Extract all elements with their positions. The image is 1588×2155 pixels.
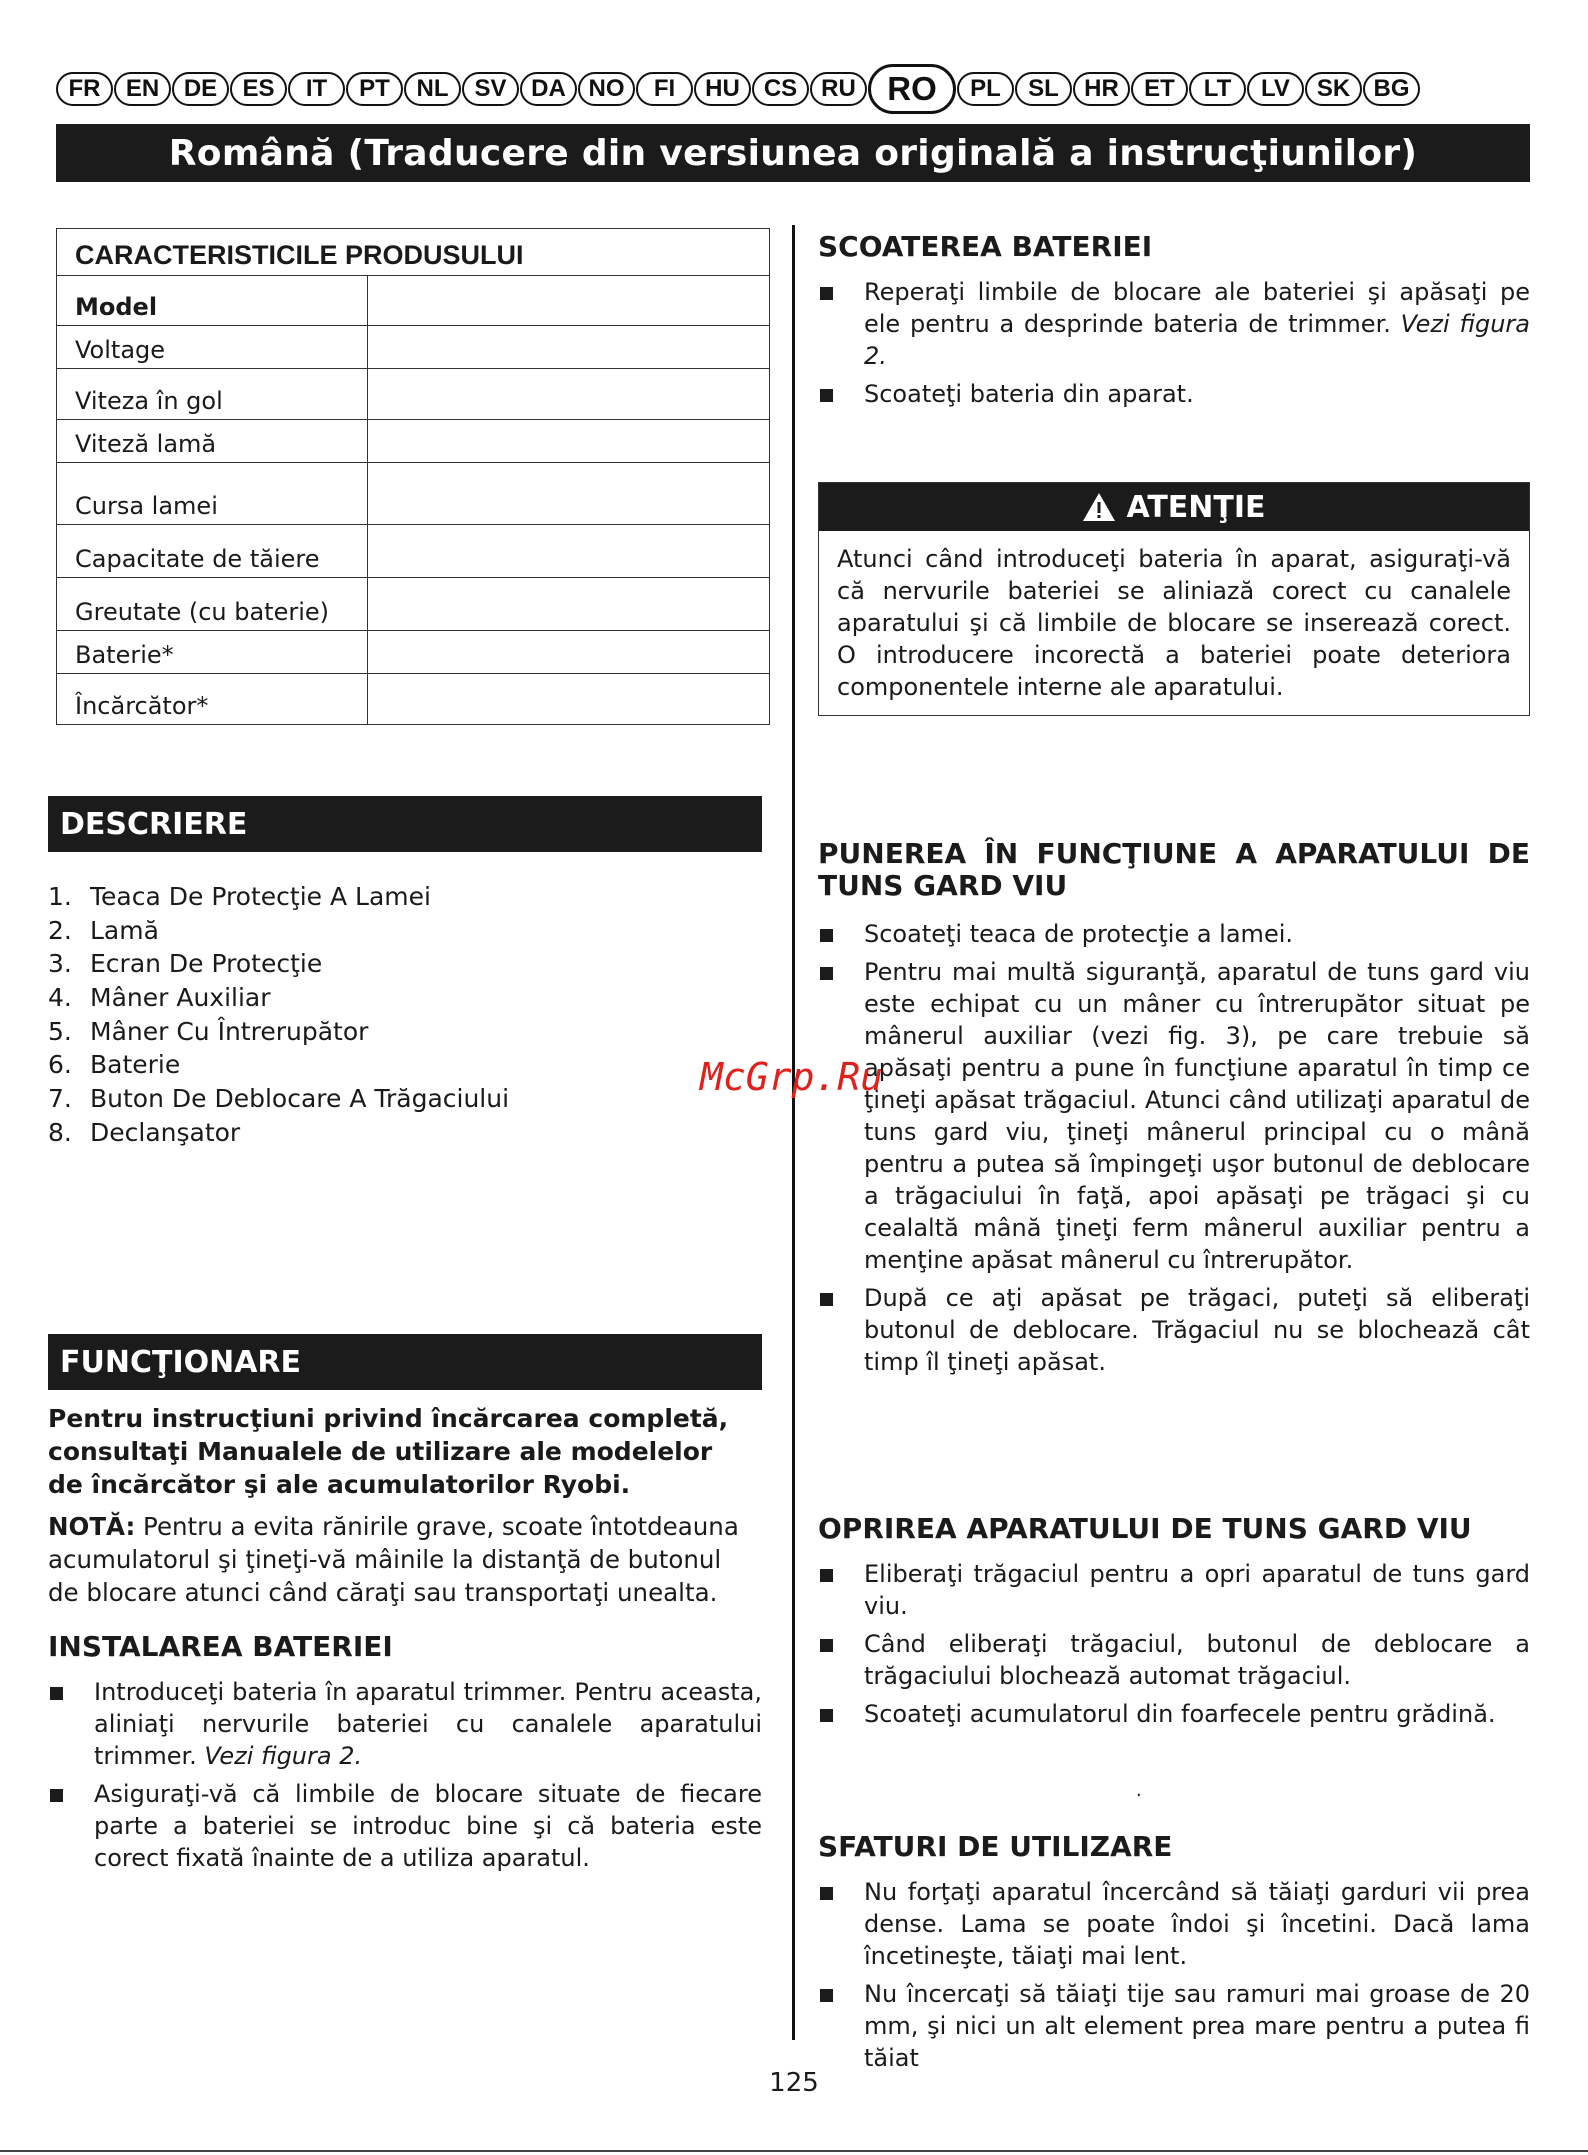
warning-triangle-icon <box>1082 492 1116 522</box>
spec-label-no-load-speed: Viteza în gol <box>57 369 368 420</box>
page-number: 125 <box>769 2068 819 2098</box>
caution-title: ATENŢIE <box>1126 489 1266 525</box>
list-item-text: Introduceţi bateria în aparatul trimmer. Pentru aceasta, aliniaţi nervurile bateriei cu canalele aparatului trimmer. <box>94 1678 762 1770</box>
language-tab-lt[interactable]: LT <box>1189 72 1246 106</box>
list-item-text: Reperaţi limbile de blocare ale bateriei şi apăsaţi pe ele pentru a desprinde bateria de trimmer. <box>864 278 1530 338</box>
spec-label-voltage: Voltage <box>57 326 368 369</box>
spec-label-charger: Încărcător* <box>57 674 368 725</box>
spec-label-weight: Greutate (cu baterie) <box>57 578 368 631</box>
language-tab-es[interactable]: ES <box>230 72 287 106</box>
language-tab-hu[interactable]: HU <box>694 72 751 106</box>
language-tab-et[interactable]: ET <box>1131 72 1188 106</box>
heading-battery-removal: SCOATEREA BATERIEI <box>818 230 1153 263</box>
part-name: Baterie <box>90 1050 181 1080</box>
language-tab-de[interactable]: DE <box>172 72 229 106</box>
spec-value <box>368 276 770 326</box>
spec-value <box>368 674 770 725</box>
item-number: 2. <box>48 915 72 945</box>
heading-battery-installation: INSTALAREA BATERIEI <box>48 1630 393 1663</box>
list-item <box>48 914 509 948</box>
item-number: 7. <box>48 1084 72 1114</box>
language-tab-bg[interactable]: BG <box>1363 72 1420 106</box>
spec-table-title: CARACTERISTICILE PRODUSULUI <box>57 229 770 276</box>
figure-reference: Vezi figura 2. <box>864 310 1530 370</box>
section-header-functionare: FUNCŢIONARE <box>48 1334 762 1390</box>
language-tab-sl[interactable]: SL <box>1015 72 1072 106</box>
starting-trimmer-list <box>818 918 1530 1384</box>
language-tab-sk[interactable]: SK <box>1305 72 1362 106</box>
list-item <box>48 1015 509 1049</box>
note-text: Pentru a evita rănirile grave, scoate întotdeauna acumulatorul şi ţineţi-vă mâinile la distanţă de butonul de blocare atunci când căraţi sau transportaţi unealta. <box>48 1512 739 1607</box>
bottom-rule <box>0 2150 1588 2152</box>
language-tab-it[interactable]: IT <box>288 72 345 106</box>
list-item: Când eliberaţi trăgaciul, butonul de deblocare a trăgaciului blochează automat trăgaciul. <box>818 1628 1530 1692</box>
heading-usage-tips: SFATURI DE UTILIZARE <box>818 1830 1173 1863</box>
language-selector <box>56 64 1530 114</box>
figure-reference: Vezi figura 2. <box>204 1742 363 1770</box>
spec-label-cutting-capacity: Capacitate de tăiere <box>57 525 368 578</box>
language-tab-nl[interactable]: NL <box>404 72 461 106</box>
item-number: 1. <box>48 882 72 911</box>
product-specifications-table <box>56 228 770 725</box>
spec-value <box>368 369 770 420</box>
list-item: Scoateţi acumulatorul din foarfecele pentru grădină. <box>818 1698 1530 1730</box>
stray-dot: . <box>1136 1780 1142 1801</box>
list-item <box>818 276 1530 372</box>
heading-stopping-trimmer: OPRIREA APARATULUI DE TUNS GARD VIU <box>818 1512 1472 1545</box>
list-item: Nu încercaţi să tăiaţi tije sau ramuri mai groase de 20 mm, şi nici un alt element prea mare pentru a putea fi tăiat <box>818 1978 1530 2074</box>
note-label: NOTĂ: <box>48 1512 136 1541</box>
spec-value <box>368 463 770 525</box>
part-name: Lamă <box>90 915 159 945</box>
list-item: Pentru mai multă siguranţă, aparatul de tuns gard viu este echipat cu un mâner cu întrerupător situat pe mânerul auxiliar (vezi fig. 3), pe care trebuie să apăsaţi pentru a pune în funcţiune aparatul în timp ce ţineţi apăsat trăgaciul. Atunci când utilizaţi aparatul de tuns gard viu, ţineţi mânerul principal cu o mână pentru a putea să împingeţi uşor butonul de deblocare a trăgaciului în faţă, apoi apăsaţi pe trăgaci şi cu cealaltă mână ţineţi ferm mânerul auxiliar pentru a menţine apăsat mânerul cu întrerupător. <box>818 956 1530 1276</box>
usage-tips-list <box>818 1876 1530 2080</box>
spec-label-blade-stroke: Cursa lamei <box>57 463 368 525</box>
list-item <box>48 880 509 914</box>
caution-text: Atunci când introduceţi bateria în aparat, asiguraţi-vă că nervurile bateriei se aliniază corect cu canalele aparatului şi că limbile de blocare se inserează corect. O introducere incorectă a bateriei poate deteriora componentele interne ale aparatului. <box>837 545 1511 701</box>
language-tab-hr[interactable]: HR <box>1073 72 1130 106</box>
caution-header <box>819 483 1529 531</box>
item-number: 8. <box>48 1117 72 1147</box>
list-item: Scoateţi teaca de protecţie a lamei. <box>818 918 1530 950</box>
column-divider <box>792 225 795 2040</box>
list-item: Nu forţaţi aparatul încercând să tăiaţi garduri vii prea dense. Lama se poate îndoi şi încetini. Dacă lama încetineşte, tăiaţi mai lent. <box>818 1876 1530 1972</box>
stopping-trimmer-list <box>818 1558 1530 1736</box>
spec-label-blade-speed: Viteză lamă <box>57 420 368 463</box>
battery-installation-list <box>48 1676 762 1880</box>
safety-note <box>48 1510 748 1609</box>
language-tab-cs[interactable]: CS <box>752 72 809 106</box>
spec-value <box>368 525 770 578</box>
spec-value <box>368 578 770 631</box>
description-parts-list <box>48 880 509 1150</box>
heading-starting-trimmer: PUNEREA ÎN FUNCŢIUNE A APARATULUI DE TUNS GARD VIU <box>818 837 1530 902</box>
item-number: 5. <box>48 1016 72 1046</box>
language-tab-sv[interactable]: SV <box>462 72 519 106</box>
item-number: 4. <box>48 983 72 1013</box>
spec-value <box>368 420 770 463</box>
caution-box <box>818 482 1530 716</box>
charging-instructions-intro: Pentru instrucţiuni privind încărcarea completă, consultaţi Manualele de utilizare ale modelelor de încărcător şi ale acumulatorilor Ryobi. <box>48 1404 729 1499</box>
language-tab-fr[interactable]: FR <box>56 72 113 106</box>
list-item <box>48 1116 509 1150</box>
spec-label-model: Model <box>57 276 368 326</box>
part-name: Buton De Deblocare A Trăgaciului <box>90 1084 510 1114</box>
list-item: După ce aţi apăsat pe trăgaci, puteţi să eliberaţi butonul de deblocare. Trăgaciul nu se blochează cât timp îl ţineţi apăsat. <box>818 1282 1530 1378</box>
language-tab-ro[interactable]: RO <box>868 64 956 114</box>
list-item <box>48 947 509 981</box>
list-item: Scoateţi bateria din aparat. <box>818 378 1530 410</box>
list-item: Eliberaţi trăgaciul pentru a opri aparatul de tuns gard viu. <box>818 1558 1530 1622</box>
part-name: Mâner Auxiliar <box>90 983 271 1013</box>
language-tab-en[interactable]: EN <box>114 72 171 106</box>
language-tab-da[interactable]: DA <box>520 72 577 106</box>
list-item <box>48 981 509 1015</box>
language-tab-fi[interactable]: FI <box>636 72 693 106</box>
watermark: McGrp.Ru <box>700 1055 884 1099</box>
language-tab-ru[interactable]: RU <box>810 72 867 106</box>
item-number: 3. <box>48 949 72 979</box>
list-item <box>48 1082 509 1116</box>
language-tab-lv[interactable]: LV <box>1247 72 1304 106</box>
list-item <box>48 1676 762 1772</box>
part-name: Ecran De Protecţie <box>90 949 323 979</box>
language-tab-pl[interactable]: PL <box>957 72 1014 106</box>
page-title-banner: Română (Traducere din versiunea originală a instrucţiunilor) <box>56 124 1530 182</box>
part-name: Declanşator <box>90 1117 241 1147</box>
list-item: Asiguraţi-vă că limbile de blocare situate de fiecare parte a bateriei se introduc bine şi că bateria este corect fixată înainte de a utiliza aparatul. <box>48 1778 762 1874</box>
battery-removal-list <box>818 276 1530 416</box>
language-tab-pt[interactable]: PT <box>346 72 403 106</box>
part-name: Mâner Cu Întrerupător <box>90 1016 369 1046</box>
spec-value <box>368 631 770 674</box>
list-item <box>48 1048 509 1082</box>
spec-label-battery: Baterie* <box>57 631 368 674</box>
section-header-descriere: DESCRIERE <box>48 796 762 852</box>
language-tab-no[interactable]: NO <box>578 72 635 106</box>
item-number: 6. <box>48 1050 72 1080</box>
part-name: Teaca De Protecţie A Lamei <box>90 882 431 911</box>
spec-value <box>368 326 770 369</box>
